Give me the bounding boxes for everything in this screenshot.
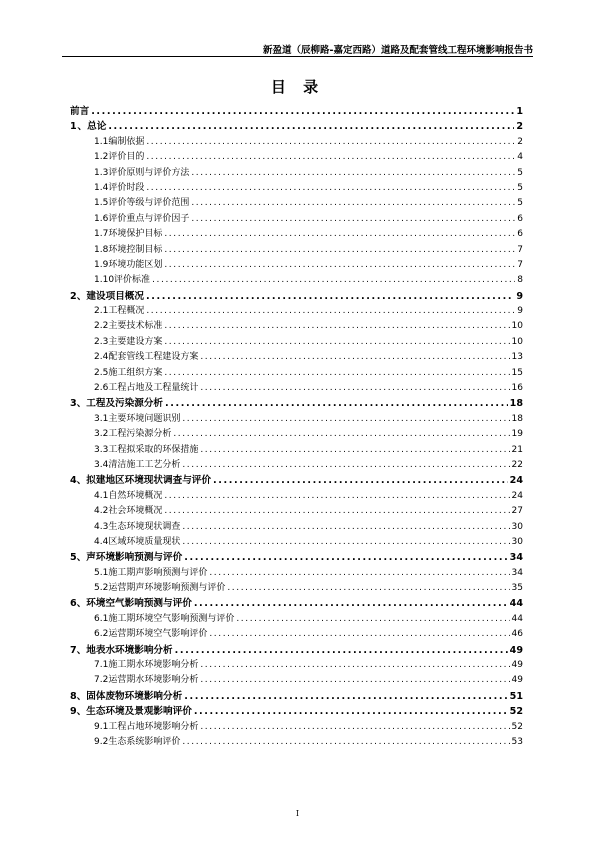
toc-entry-number: 4.3 (94, 521, 109, 532)
toc-entry-title: 评价目的 (108, 152, 145, 163)
toc-entry-number: 1.4 (94, 182, 109, 193)
toc-section-entry[interactable] (70, 520, 523, 535)
toc-entry-page: 34 (511, 567, 523, 578)
toc-entry-page: 30 (511, 536, 523, 547)
toc-entry-number: 4.2 (94, 506, 109, 517)
toc-dot-leader (191, 212, 515, 227)
toc-entry-page: 44 (509, 598, 523, 610)
toc-dot-leader (182, 535, 509, 550)
toc-section-entry[interactable] (70, 412, 523, 427)
toc-entry-number: 5.1 (94, 567, 109, 578)
running-header-title: 新盈道（辰柳路-嘉定西路）道路及配套管线工程环境影响报告书 (263, 45, 533, 56)
toc-entry-number: 1.9 (94, 259, 109, 270)
toc-section-entry[interactable] (70, 258, 523, 273)
toc-dot-leader (200, 443, 509, 458)
toc-entry-title: 生态环境现状调查 (108, 521, 181, 532)
toc-entry-page: 5 (517, 198, 523, 209)
toc-entry-page: 22 (511, 459, 523, 470)
toc-dot-leader (200, 658, 509, 673)
toc-entry-number: 7.1 (94, 660, 109, 671)
toc-entry-number: 1.5 (94, 198, 109, 209)
toc-dot-leader (146, 289, 514, 304)
toc-entry-page: 49 (511, 660, 523, 671)
toc-dot-leader (200, 673, 509, 688)
toc-entry-page: 5 (517, 167, 523, 178)
toc-dot-leader (164, 504, 509, 519)
toc-dot-leader (108, 119, 514, 134)
toc-entry-number: 6 (70, 598, 77, 610)
toc-section-entry[interactable] (70, 427, 523, 442)
toc-entry-page: 9 (517, 306, 523, 317)
toc-entry-title: 、声环境影响预测与评价 (76, 552, 183, 564)
toc-section-entry[interactable] (70, 319, 523, 334)
toc-section-entry[interactable] (70, 135, 523, 150)
toc-entry-title: 生态系统影响评价 (108, 737, 181, 747)
toc-entry-title: 施工期水环境影响分析 (108, 660, 199, 671)
toc-entry-page: 34 (509, 552, 523, 564)
toc-entry-title: 、环境空气影响预测与评价 (76, 598, 192, 610)
toc-entry-page: 6 (517, 229, 523, 240)
toc-entry-page: 44 (511, 613, 523, 624)
toc-chapter-entry[interactable] (70, 104, 523, 119)
toc-entry-title: 评价标准 (114, 275, 151, 286)
toc-entry-page: 18 (511, 413, 523, 424)
toc-entry-title: 、建设项目概况 (76, 290, 144, 302)
toc-dot-leader (200, 720, 509, 735)
toc-entry-title: 、地表水环境影响分析 (76, 644, 173, 656)
toc-entry-number: 2.5 (94, 367, 109, 378)
toc-entry-title: 施工期声影响预测与评价 (108, 567, 208, 578)
toc-entry-number: 2.3 (94, 336, 109, 347)
toc-entry-number: 1.8 (94, 244, 109, 255)
toc-entry-title: 清洁施工工艺分析 (108, 459, 181, 470)
toc-dot-leader (164, 243, 515, 258)
toc-dot-leader (175, 643, 508, 658)
toc-entry-page: 24 (511, 490, 523, 501)
toc-dot-leader (184, 689, 507, 704)
toc-entry-page: 21 (511, 444, 523, 455)
toc-entry-title: 工程占地及工程量统计 (108, 383, 199, 394)
toc-entry-title: 编制依据 (108, 136, 145, 147)
footer-page-number: I (295, 809, 300, 818)
toc-section-entry[interactable] (70, 489, 523, 504)
toc-dot-leader (227, 581, 509, 596)
toc-entry-number: 7 (70, 644, 77, 656)
toc-entry-title: 区域环境质量现状 (108, 536, 181, 547)
toc-entry-number: 3.3 (94, 444, 109, 455)
toc-entry-page: 16 (511, 383, 523, 394)
toc-chapter-entry[interactable] (70, 473, 523, 488)
toc-entry-title: 施工组织方案 (108, 367, 163, 378)
toc-entry-number: 1 (70, 121, 77, 133)
toc-chapter-entry[interactable] (70, 643, 523, 658)
toc-entry-page: 7 (517, 244, 523, 255)
toc-section-entry[interactable] (70, 335, 523, 350)
toc-entry-page: 19 (511, 429, 523, 440)
toc-section-entry[interactable] (70, 443, 523, 458)
toc-entry-number: 3.1 (94, 413, 109, 424)
toc-entry-title: 评价等级与评价范围 (108, 198, 190, 209)
toc-dot-leader (182, 458, 509, 473)
toc-entry-page: 18 (509, 398, 523, 410)
toc-section-entry[interactable] (70, 658, 523, 673)
toc-entry-number: 2 (70, 290, 77, 302)
toc-entry-page: 8 (517, 275, 523, 286)
toc-entry-page: 13 (511, 352, 523, 363)
toc-entry-number: 2.1 (94, 306, 109, 317)
toc-dot-leader (182, 412, 509, 427)
toc-chapter-entry[interactable] (70, 396, 523, 411)
toc-entry-page: 52 (511, 721, 523, 732)
toc-entry-page: 49 (509, 644, 523, 656)
toc-entry-page: 15 (511, 367, 523, 378)
toc-section-entry[interactable] (70, 612, 523, 627)
toc-entry-page: 35 (511, 583, 523, 594)
toc-dot-leader (146, 135, 515, 150)
toc-dot-leader (213, 473, 508, 488)
toc-entry-number: 4 (70, 475, 77, 487)
toc-dot-leader (191, 196, 515, 211)
toc-dot-leader (164, 489, 509, 504)
toc-chapter-entry[interactable] (70, 689, 523, 704)
toc-dot-leader (182, 735, 509, 750)
toc-entry-number: 9.2 (94, 737, 109, 747)
toc-section-entry[interactable] (70, 735, 523, 750)
toc-entry-title: 、生态环境及景观影响评价 (76, 706, 192, 718)
toc-entry-title: 、拟建地区环境现状调查与评价 (76, 475, 211, 487)
toc-entry-page: 4 (517, 152, 523, 163)
table-of-contents (70, 104, 523, 750)
toc-entry-number: 1.10 (94, 275, 115, 286)
toc-entry-page: 24 (509, 475, 523, 487)
toc-section-entry[interactable] (70, 627, 523, 642)
toc-section-entry[interactable] (70, 350, 523, 365)
toc-entry-page: 10 (511, 336, 523, 347)
toc-dot-leader (146, 181, 515, 196)
toc-section-entry[interactable] (70, 535, 523, 550)
toc-dot-leader (146, 304, 515, 319)
toc-dot-leader (165, 396, 508, 411)
toc-chapter-entry[interactable] (70, 289, 523, 304)
toc-entry-page: 2 (516, 121, 523, 133)
toc-entry-number: 7.2 (94, 675, 109, 686)
toc-section-entry[interactable] (70, 458, 523, 473)
toc-dot-leader (200, 350, 509, 365)
toc-entry-title: 评价重点与评价因子 (108, 213, 190, 224)
toc-dot-leader (173, 427, 509, 442)
toc-section-entry[interactable] (70, 673, 523, 688)
toc-entry-number: 2.2 (94, 321, 109, 332)
toc-chapter-entry[interactable] (70, 597, 523, 612)
toc-entry-number: 3.2 (94, 429, 109, 440)
toc-entry-number: 2.4 (94, 352, 109, 363)
toc-dot-leader (164, 319, 509, 334)
toc-section-entry[interactable] (70, 273, 523, 288)
toc-entry-number: 3.4 (94, 459, 109, 470)
toc-entry-page: 7 (517, 259, 523, 270)
toc-entry-title: 环境保护目标 (108, 229, 163, 240)
toc-entry-number: 4.4 (94, 536, 109, 547)
toc-entry-title: 工程污染源分析 (108, 429, 172, 440)
toc-entry-number: 2.6 (94, 383, 109, 394)
toc-dot-leader (164, 258, 515, 273)
toc-entry-title: 工程占地环境影响分析 (108, 721, 199, 732)
toc-entry-title: 、总论 (77, 121, 107, 133)
toc-entry-title: 环境功能区划 (108, 259, 163, 270)
toc-entry-page: 46 (511, 629, 523, 640)
toc-dot-leader (191, 166, 515, 181)
toc-heading: 目 录 (270, 78, 325, 96)
toc-entry-number: 1.2 (94, 152, 109, 163)
toc-entry-title: 主要技术标准 (108, 321, 163, 332)
toc-entry-title: 、固体废物环境影响分析 (76, 690, 183, 702)
toc-section-entry[interactable] (70, 720, 523, 735)
toc-entry-number: 8 (70, 690, 77, 702)
toc-dot-leader (91, 104, 514, 119)
toc-chapter-entry[interactable] (70, 550, 523, 565)
toc-entry-title: 评价原则与评价方法 (108, 167, 190, 178)
toc-section-entry[interactable] (70, 166, 523, 181)
toc-entry-title: 社会环境概况 (108, 506, 163, 517)
toc-entry-number: 1.1 (94, 136, 109, 147)
toc-entry-page: 27 (511, 506, 523, 517)
toc-chapter-entry[interactable] (70, 704, 523, 719)
toc-dot-leader (184, 550, 507, 565)
toc-dot-leader (236, 612, 509, 627)
toc-section-entry[interactable] (70, 304, 523, 319)
toc-dot-leader (164, 227, 515, 242)
toc-entry-number: 6.1 (94, 613, 109, 624)
toc-entry-title: 主要建设方案 (108, 336, 163, 347)
toc-dot-leader (194, 596, 508, 611)
toc-section-entry[interactable] (70, 366, 523, 381)
toc-entry-number: 5.2 (94, 583, 109, 594)
toc-entry-title: 工程拟采取的环保措施 (108, 444, 199, 455)
toc-section-entry[interactable] (70, 212, 523, 227)
toc-entry-number: 1.7 (94, 229, 109, 240)
toc-section-entry[interactable] (70, 581, 523, 596)
toc-entry-page: 1 (516, 105, 523, 117)
toc-entry-page: 53 (511, 737, 523, 747)
toc-entry-number: 5 (70, 552, 77, 564)
toc-entry-number: 4.1 (94, 490, 109, 501)
toc-dot-leader (164, 366, 509, 381)
toc-dot-leader (152, 273, 515, 288)
toc-section-entry[interactable] (70, 196, 523, 211)
toc-entry-page: 6 (517, 213, 523, 224)
toc-entry-title: 评价时段 (108, 182, 145, 193)
toc-entry-number: 6.2 (94, 629, 109, 640)
toc-entry-page: 30 (511, 521, 523, 532)
toc-entry-title: 工程概况 (108, 306, 145, 317)
toc-entry-title: 配套管线工程建设方案 (108, 352, 199, 363)
toc-entry-page: 49 (511, 675, 523, 686)
toc-entry-title: 运营期声环境影响预测与评价 (108, 583, 226, 594)
toc-entry-page: 10 (511, 321, 523, 332)
toc-entry-number: 9 (70, 706, 77, 718)
toc-dot-leader (209, 566, 509, 581)
toc-entry-page: 9 (516, 290, 523, 302)
toc-section-entry[interactable] (70, 181, 523, 196)
toc-dot-leader (146, 150, 515, 165)
toc-entry-page: 51 (509, 690, 523, 702)
toc-dot-leader (194, 704, 508, 719)
toc-dot-leader (200, 381, 509, 396)
toc-section-entry[interactable] (70, 504, 523, 519)
toc-entry-title: 主要环境问题识别 (108, 413, 181, 424)
toc-entry-title: 环境控制目标 (108, 244, 163, 255)
toc-entry-title: 运营期水环境影响分析 (108, 675, 199, 686)
toc-entry-number: 9.1 (94, 721, 109, 732)
toc-entry-title: 施工期环境空气影响预测与评价 (108, 613, 235, 624)
toc-entry-page: 52 (509, 706, 523, 718)
toc-entry-number: 1.6 (94, 213, 109, 224)
toc-entry-title: 自然环境概况 (108, 490, 163, 501)
toc-section-entry[interactable] (70, 227, 523, 242)
toc-entry-number: 3 (70, 398, 77, 410)
toc-entry-title: 运营期环境空气影响评价 (108, 629, 208, 640)
toc-dot-leader (209, 627, 509, 642)
toc-section-entry[interactable] (70, 243, 523, 258)
toc-chapter-entry[interactable] (70, 119, 523, 134)
toc-dot-leader (164, 335, 509, 350)
toc-entry-page: 5 (517, 182, 523, 193)
toc-entry-number: 前言 (70, 105, 90, 117)
toc-dot-leader (182, 520, 509, 535)
toc-section-entry[interactable] (70, 566, 523, 581)
toc-section-entry[interactable] (70, 150, 523, 165)
toc-entry-title: 、工程及污染源分析 (76, 398, 164, 410)
toc-section-entry[interactable] (70, 381, 523, 396)
header-rule (62, 56, 533, 57)
toc-entry-number: 1.3 (94, 167, 109, 178)
toc-entry-page: 2 (517, 136, 523, 147)
